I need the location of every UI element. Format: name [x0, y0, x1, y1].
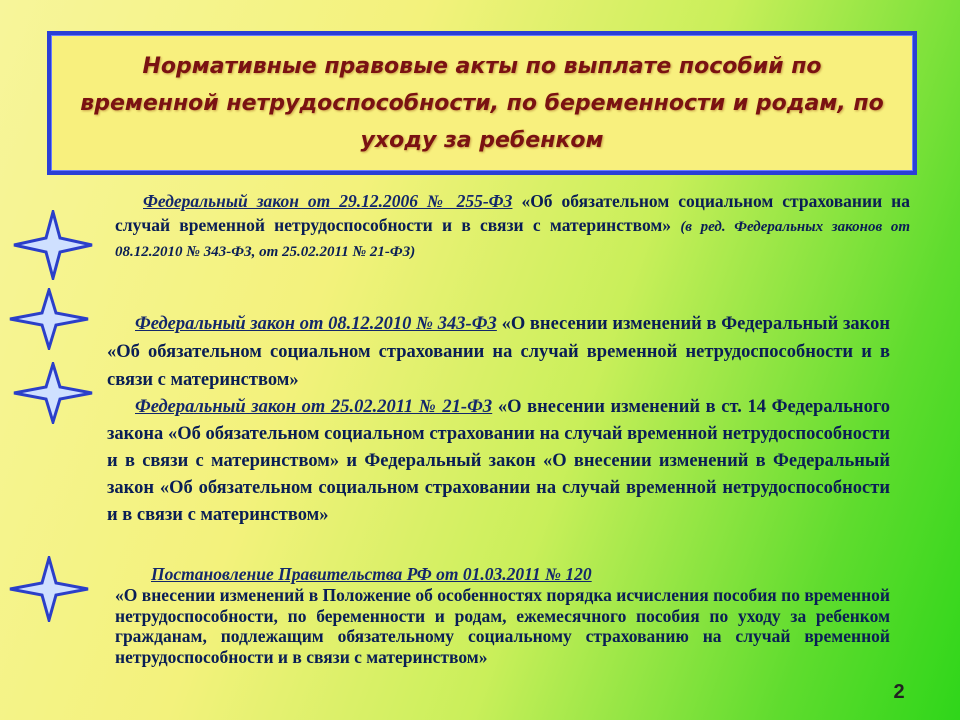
slide-title: Нормативные правовые акты по выплате пособий по временной нетрудоспособности, по беременности и родам, по уходу за ребенком — [80, 53, 884, 153]
star-icon — [12, 210, 94, 280]
star-icon — [8, 288, 90, 350]
law-description: «О внесении изменений в Федеральный закон «Об обязательном социальном страховании на случай временной нетрудоспособности и в связи с материнством» — [107, 314, 891, 390]
law-description: «О внесении изменений в ст. 14 Федерального закона «Об обязательном социальном страховании на случай временной нетрудоспособности и в связи с материнством» и Федеральный закон «О внесении изменений в Федеральный закон «Об обязательном социальном страховании на случай временной нетрудоспособности и в связи с материнством» — [107, 397, 891, 525]
law-note: (в ред. Федеральных законов от 08.12.2010 № 343-ФЗ, от 25.02.2011 № 21-ФЗ) — [115, 218, 911, 260]
page-number: 2 — [893, 681, 905, 703]
law-item-3 — [107, 394, 890, 529]
law-description: «Об обязательном социальном страховании на случай временной нетрудоспособности и в связи с материнством» — [115, 191, 910, 235]
title-frame — [47, 31, 917, 175]
law-item-4 — [115, 564, 890, 668]
law-reference[interactable]: Федеральный закон от 25.02.2011 № 21-ФЗ — [135, 397, 493, 417]
law-reference[interactable]: Федеральный закон от 08.12.2010 № 343-ФЗ — [135, 314, 497, 334]
law-reference[interactable]: Постановление Правительства РФ от 01.03.2011 № 120 — [151, 564, 592, 584]
star-icon — [8, 556, 90, 622]
law-item-1 — [115, 190, 910, 265]
star-icon — [12, 362, 94, 424]
law-reference[interactable]: Федеральный закон от 29.12.2006 № 255-ФЗ — [143, 191, 513, 211]
law-description: «О внесении изменений в Положение об особенностях порядка исчисления пособия по временной нетрудоспособности, по беременности и родам, ежемесячного пособия по уходу за ребенком гражданам, подлежащим обязательному социальному страхованию на случай временной нетрудоспособности и в связи с материнством» — [115, 584, 890, 668]
law-item-2 — [107, 310, 890, 394]
